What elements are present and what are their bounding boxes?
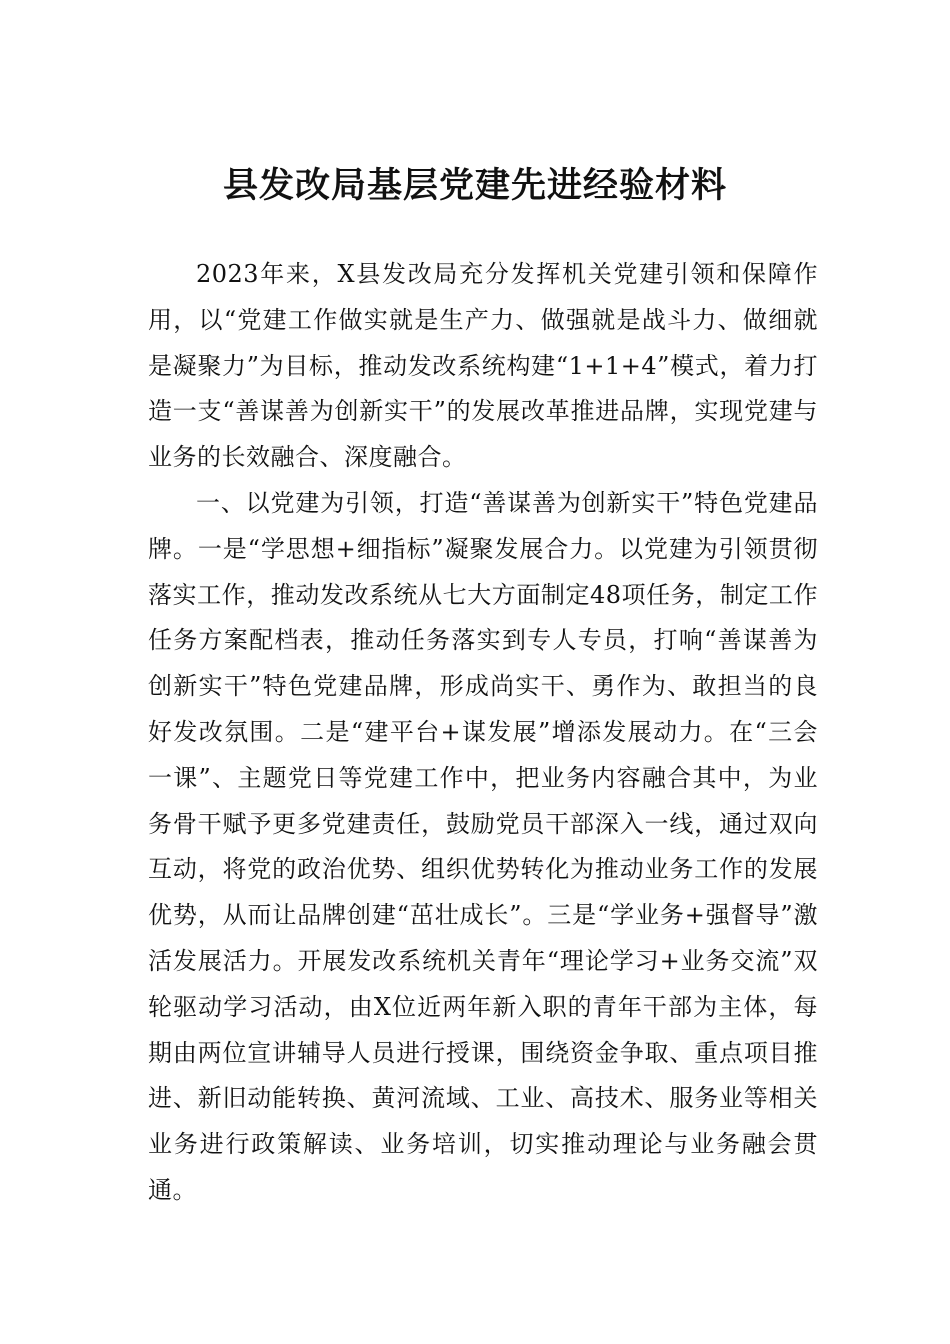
document-title: 县发改局基层党建先进经验材料 [222, 165, 727, 206]
paragraph-section-one: 一、以党建为引领，打造“善谋善为创新实干”特色党建品牌。一是“学思想+细指标”凝聚发展合力。以党建为引领贯彻落实工作，推动发改系统从七大方面制定48项任务，制定工作任务方案配档表，推动任务落实到专人专员，打响“善谋善为创新实干”特色党建品牌，形成尚实干、勇作为、敢担当的良好发改氛围。二是“建平台+谋发展”增添发展动力。在“三会一课”、主题党日等党建工作中，把业务内容融合其中，为业务骨干赋予更多党建责任，鼓励党员干部深入一线，通过双向互动，将党的政治优势、组织优势转化为推动业务工作的发展优势，从而让品牌创建“茁壮成长”。三是“学业务+强督导”激活发展活力。开展发改系统机关青年“理论学习+业务交流”双轮驱动学习活动，由X位近两年新入职的青年干部为主体，每期由两位宣讲辅导人员进行授课，围绕资金争取、重点项目推进、新旧动能转换、黄河流域、工业、高技术、服务业等相关业务进行政策解读、业务培训，切实推动理论与业务融会贯通。 [148, 488, 818, 1204]
document-body [148, 252, 818, 1214]
paragraph-intro: 2023年来，X县发改局充分发挥机关党建引领和保障作用，以“党建工作做实就是生产力、做强就是战斗力、做细就是凝聚力”为目标，推动发改系统构建“1+1+4”模式，着力打造一支“善谋善为创新实干”的发展改革推进品牌，实现党建与业务的长效融合、深度融合。 [148, 260, 818, 472]
